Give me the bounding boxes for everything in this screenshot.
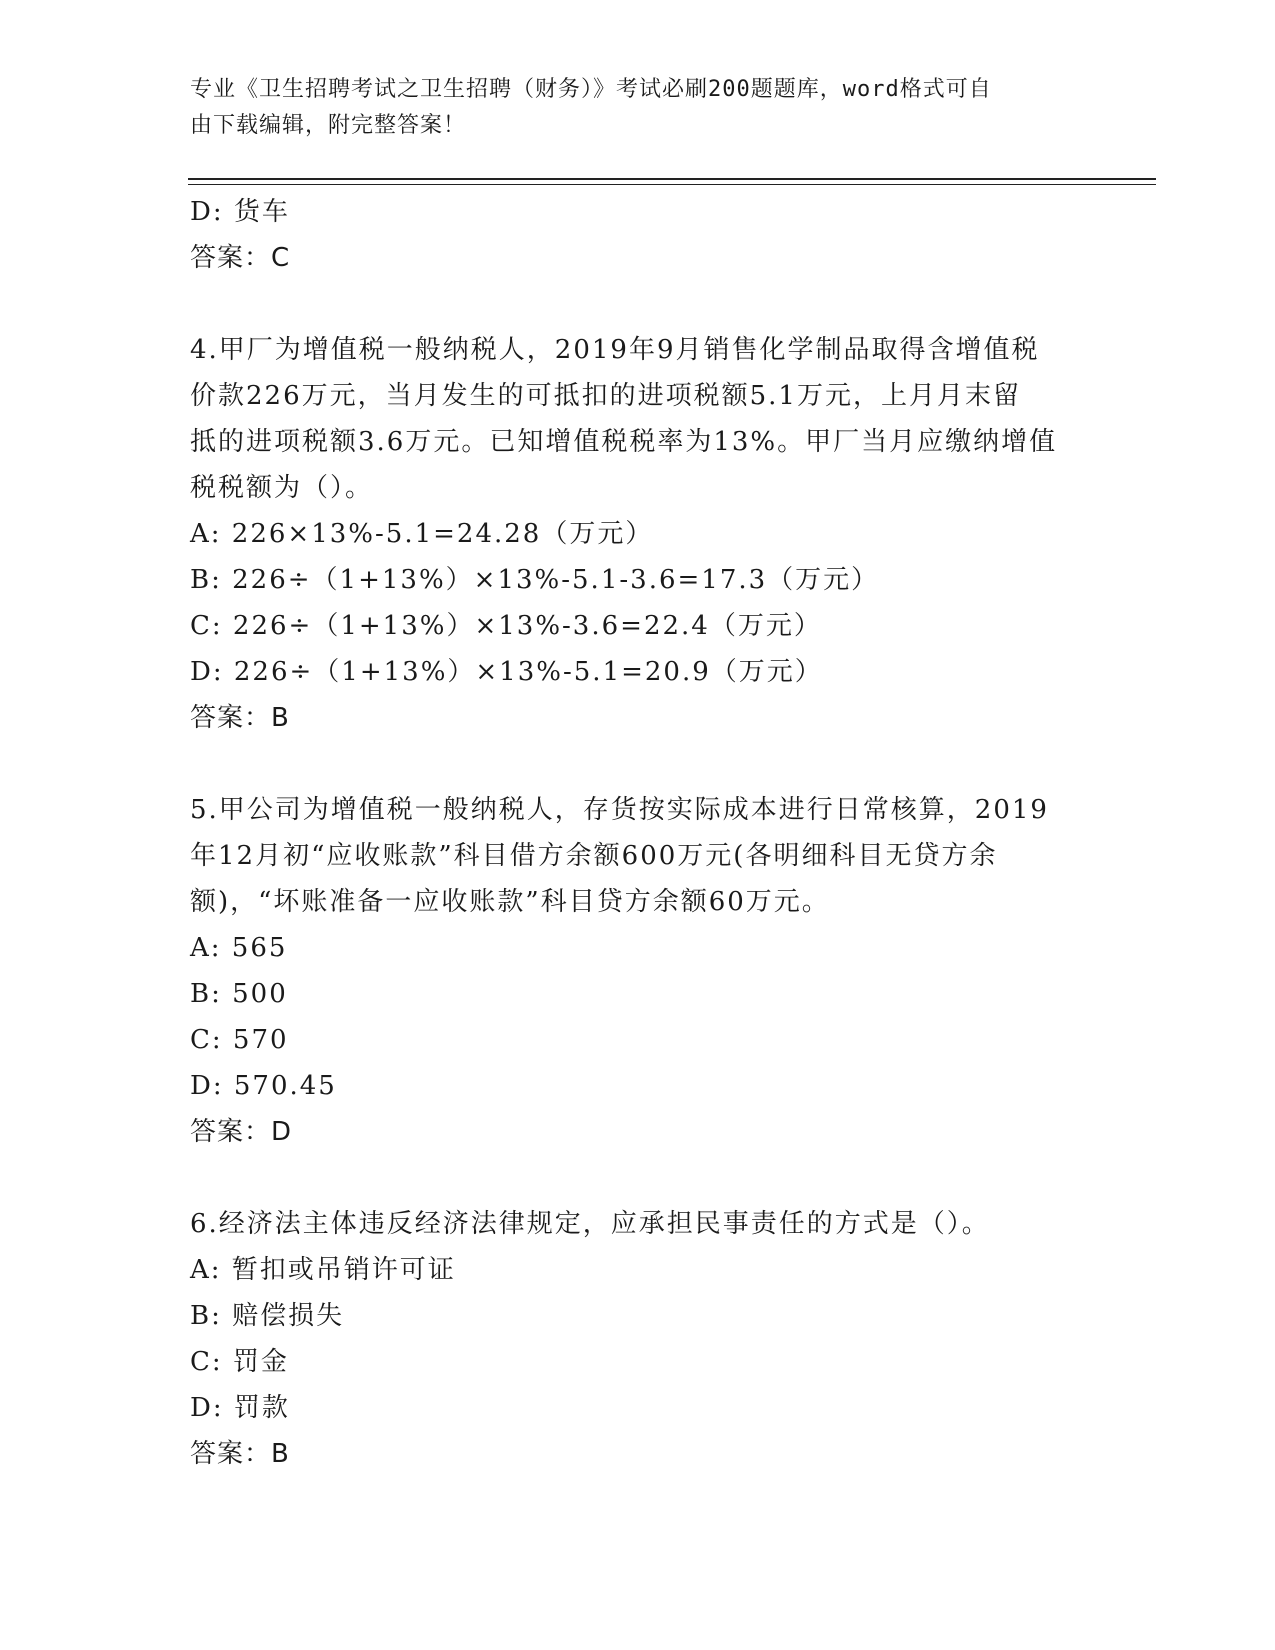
question-stem-line: 5.甲公司为增值税一般纳税人，存货按实际成本进行日常核算，2019 xyxy=(190,795,1049,825)
question-stem-line: 抵的进项税额3.6万元。已知增值税税率为13%。甲厂当月应缴纳增值 xyxy=(190,427,1058,457)
option-c: C: 226÷（1+13%）×13%-3.6=22.4（万元） xyxy=(190,611,822,641)
option-c: C: 罚金 xyxy=(190,1347,289,1377)
answer-line: 答案：B xyxy=(190,1439,290,1469)
option-a: A: 565 xyxy=(190,933,288,963)
option-d: D: 226÷（1+13%）×13%-5.1=20.9（万元） xyxy=(190,657,823,687)
previous-question-tail xyxy=(190,189,1090,281)
question-stem-line: 税税额为（）。 xyxy=(190,473,374,503)
option-b: B: 226÷（1+13%）×13%-5.1-3.6=17.3（万元） xyxy=(190,565,880,595)
option-d: D: 货车 xyxy=(190,197,290,227)
answer-line: 答案：C xyxy=(190,243,291,273)
option-d: D: 罚款 xyxy=(190,1393,290,1423)
option-d: D: 570.45 xyxy=(190,1071,337,1101)
question-stem-line: 年12月初“应收账款”科目借方余额600万元(各明细科目无贷方余 xyxy=(190,841,998,871)
option-c: C: 570 xyxy=(190,1025,289,1055)
question-5 xyxy=(190,787,1090,1155)
option-a: A: 226×13%-5.1=24.28（万元） xyxy=(190,519,654,549)
header-divider-thick xyxy=(188,178,1156,180)
question-6 xyxy=(190,1201,1090,1477)
question-4 xyxy=(190,327,1090,741)
header-line-1: 专业《卫生招聘考试之卫生招聘（财务）》考试必刷200题题库，word格式可自 xyxy=(190,77,992,102)
question-stem-line: 4.甲厂为增值税一般纳税人，2019年9月销售化学制品取得含增值税 xyxy=(190,335,1040,365)
header-line-2: 由下载编辑，附完整答案！ xyxy=(190,113,467,138)
question-stem-line: 6.经济法主体违反经济法律规定，应承担民事责任的方式是（）。 xyxy=(190,1209,990,1239)
answer-line: 答案：D xyxy=(190,1117,293,1147)
document-body xyxy=(190,189,1090,1477)
option-b: B: 赔偿损失 xyxy=(190,1301,345,1331)
option-b: B: 500 xyxy=(190,979,288,1009)
answer-line: 答案：B xyxy=(190,703,290,733)
header-divider-thin xyxy=(188,184,1156,185)
option-a: A: 暂扣或吊销许可证 xyxy=(190,1255,456,1285)
question-stem-line: 额)，“坏账准备一应收账款”科目贷方余额60万元。 xyxy=(190,887,830,917)
question-stem-line: 价款226万元，当月发生的可抵扣的进项税额5.1万元，上月月末留 xyxy=(190,381,1021,411)
document-header xyxy=(190,72,1090,144)
